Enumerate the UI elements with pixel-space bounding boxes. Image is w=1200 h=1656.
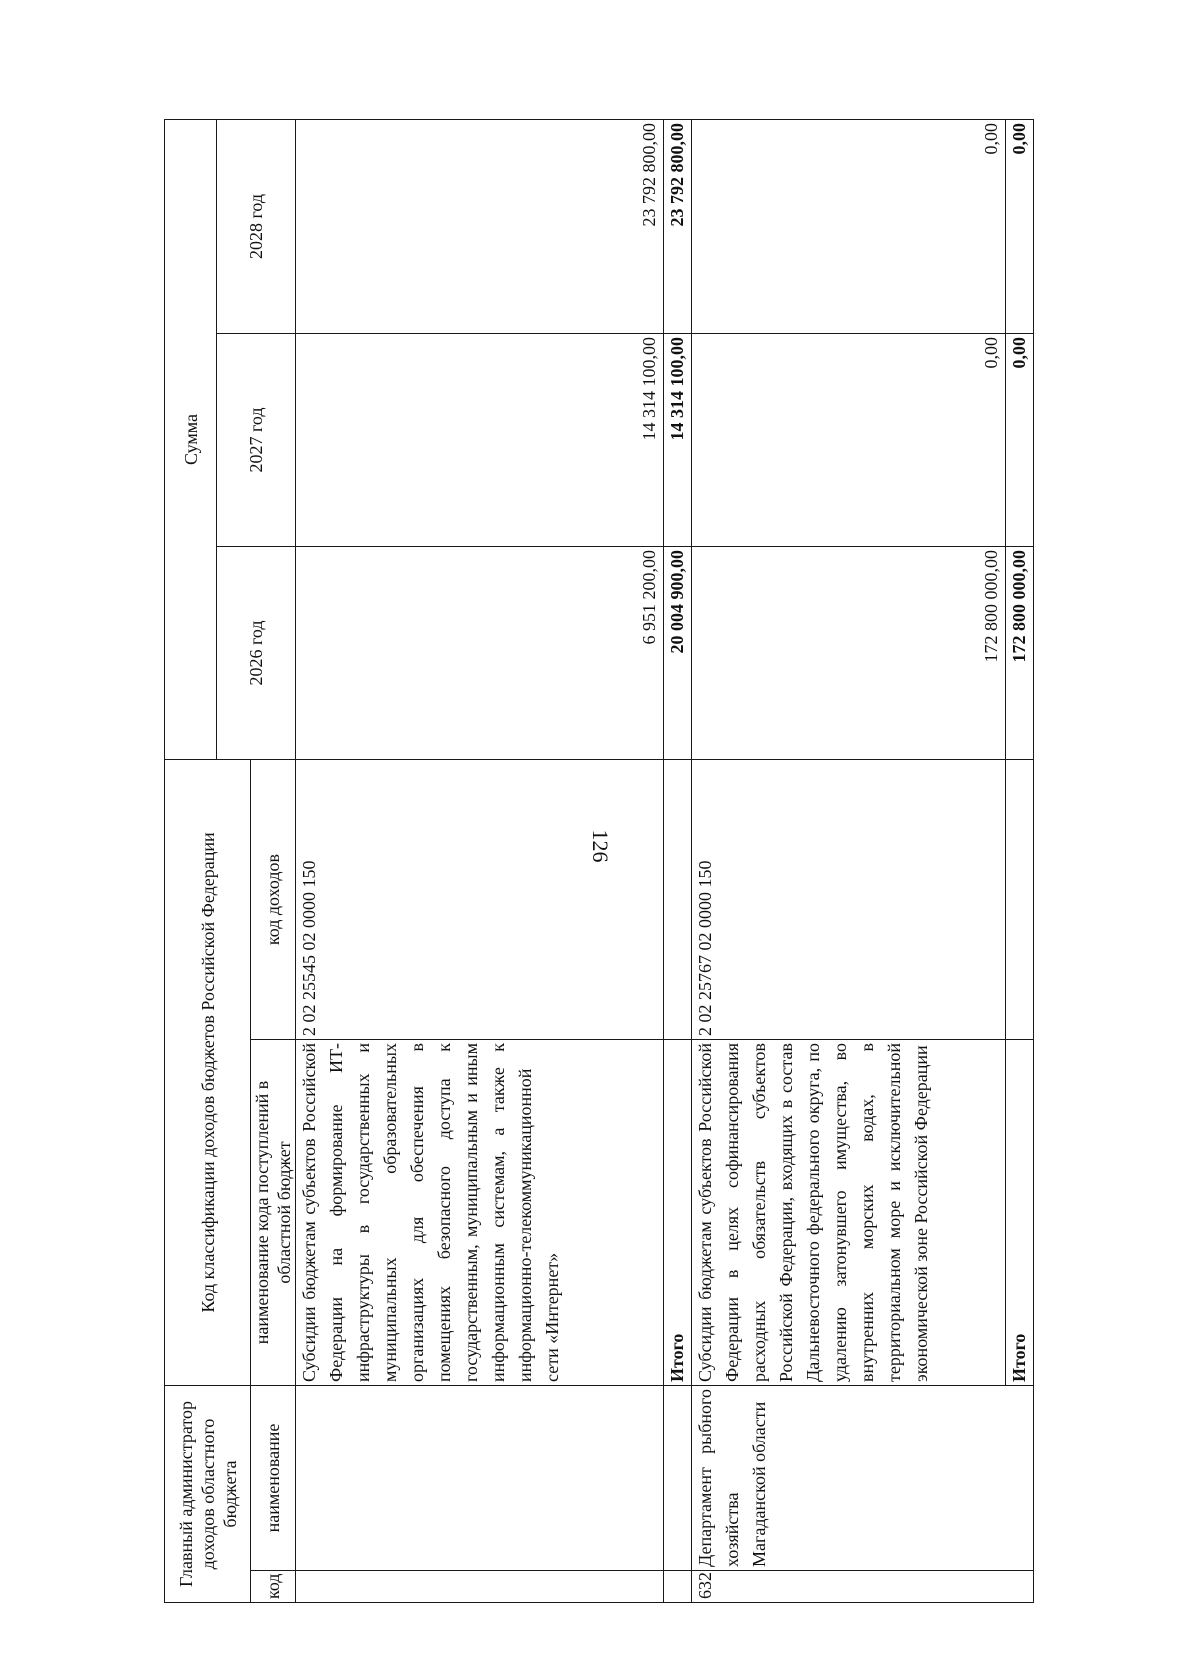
total-2028-cell: 23 792 800,00: [664, 119, 692, 333]
table-row: [692, 119, 1006, 1602]
col-income-name-header: наименование кода поступлений в областной бюджет: [251, 1040, 296, 1386]
total-2026-cell: 172 800 000,00: [1006, 547, 1034, 760]
income-name-cell: Субсидии бюджетам субъектов Российской Федерации в целях софинансирования расходных обязательств субъектов Российской Федерации, входящих в состав Дальневосточного федерального округа, по удалению затонувшего имущества, во внутренних морских водах, в территориальном море и исключительной экономической зоне Российской Федерации: [692, 1040, 1006, 1386]
admin-code-cell: [296, 1571, 664, 1603]
amount-2028-cell: 0,00: [692, 119, 1006, 333]
amount-2027-cell: 0,00: [692, 334, 1006, 547]
total-label: Итого: [1006, 1040, 1034, 1386]
budget-revenue-table: [164, 119, 1034, 1603]
total-2027-cell: 0,00: [1006, 334, 1034, 547]
year-2026-header: 2026 год: [217, 547, 296, 760]
col-code-header: код: [251, 1571, 296, 1603]
total-row: [1006, 119, 1034, 1602]
amount-2028-cell: 23 792 800,00: [296, 119, 664, 333]
total-2027-cell: 14 314 100,00: [664, 334, 692, 547]
admin-group-header: Главный администратор доходов областного бюджета: [165, 1386, 251, 1603]
income-code-cell: 2 02 25545 02 0000 150: [296, 760, 664, 1040]
admin-code-cell: 632: [692, 1571, 1034, 1603]
col-income-code-header: код доходов: [251, 760, 296, 1040]
year-2028-header: 2028 год: [217, 119, 296, 333]
income-code-cell: [1006, 760, 1034, 1040]
page-number: 126: [588, 829, 613, 863]
income-code-cell: 2 02 25767 02 0000 150: [692, 760, 1006, 1040]
amount-2026-cell: 172 800 000,00: [692, 547, 1006, 760]
header-row-1: [165, 119, 217, 1602]
admin-name-cell: Департамент рыбного хозяйства Магаданской области: [692, 1386, 1034, 1571]
income-code-cell: [664, 760, 692, 1040]
year-2027-header: 2027 год: [217, 334, 296, 547]
rotated-page-content: [164, 120, 1054, 1603]
income-name-cell: Субсидии бюджетам субъектов Российской Федерации на формирование ИТ-инфраструктуры в государственных и муниципальных образовательных организациях для обеспечения в помещениях безопасного доступа к государственным, муниципальным и иным информационным системам, а также к информационно-телекоммуникационной сети «Интернет»: [296, 1040, 664, 1386]
total-2028-cell: 0,00: [1006, 119, 1034, 333]
amount-2027-cell: 14 314 100,00: [296, 334, 664, 547]
total-2026-cell: 20 004 900,00: [664, 547, 692, 760]
total-row: [664, 119, 692, 1602]
total-label: Итого: [664, 1040, 692, 1386]
classification-group-header: Код классификации доходов бюджетов Российской Федерации: [165, 760, 251, 1386]
col-name-header: наименование: [251, 1386, 296, 1571]
admin-code-cell: [664, 1571, 692, 1603]
amount-2026-cell: 6 951 200,00: [296, 547, 664, 760]
sum-group-header: Сумма: [165, 119, 217, 759]
table-row: [296, 119, 664, 1602]
admin-name-cell: [664, 1386, 692, 1571]
admin-name-cell: [296, 1386, 664, 1571]
